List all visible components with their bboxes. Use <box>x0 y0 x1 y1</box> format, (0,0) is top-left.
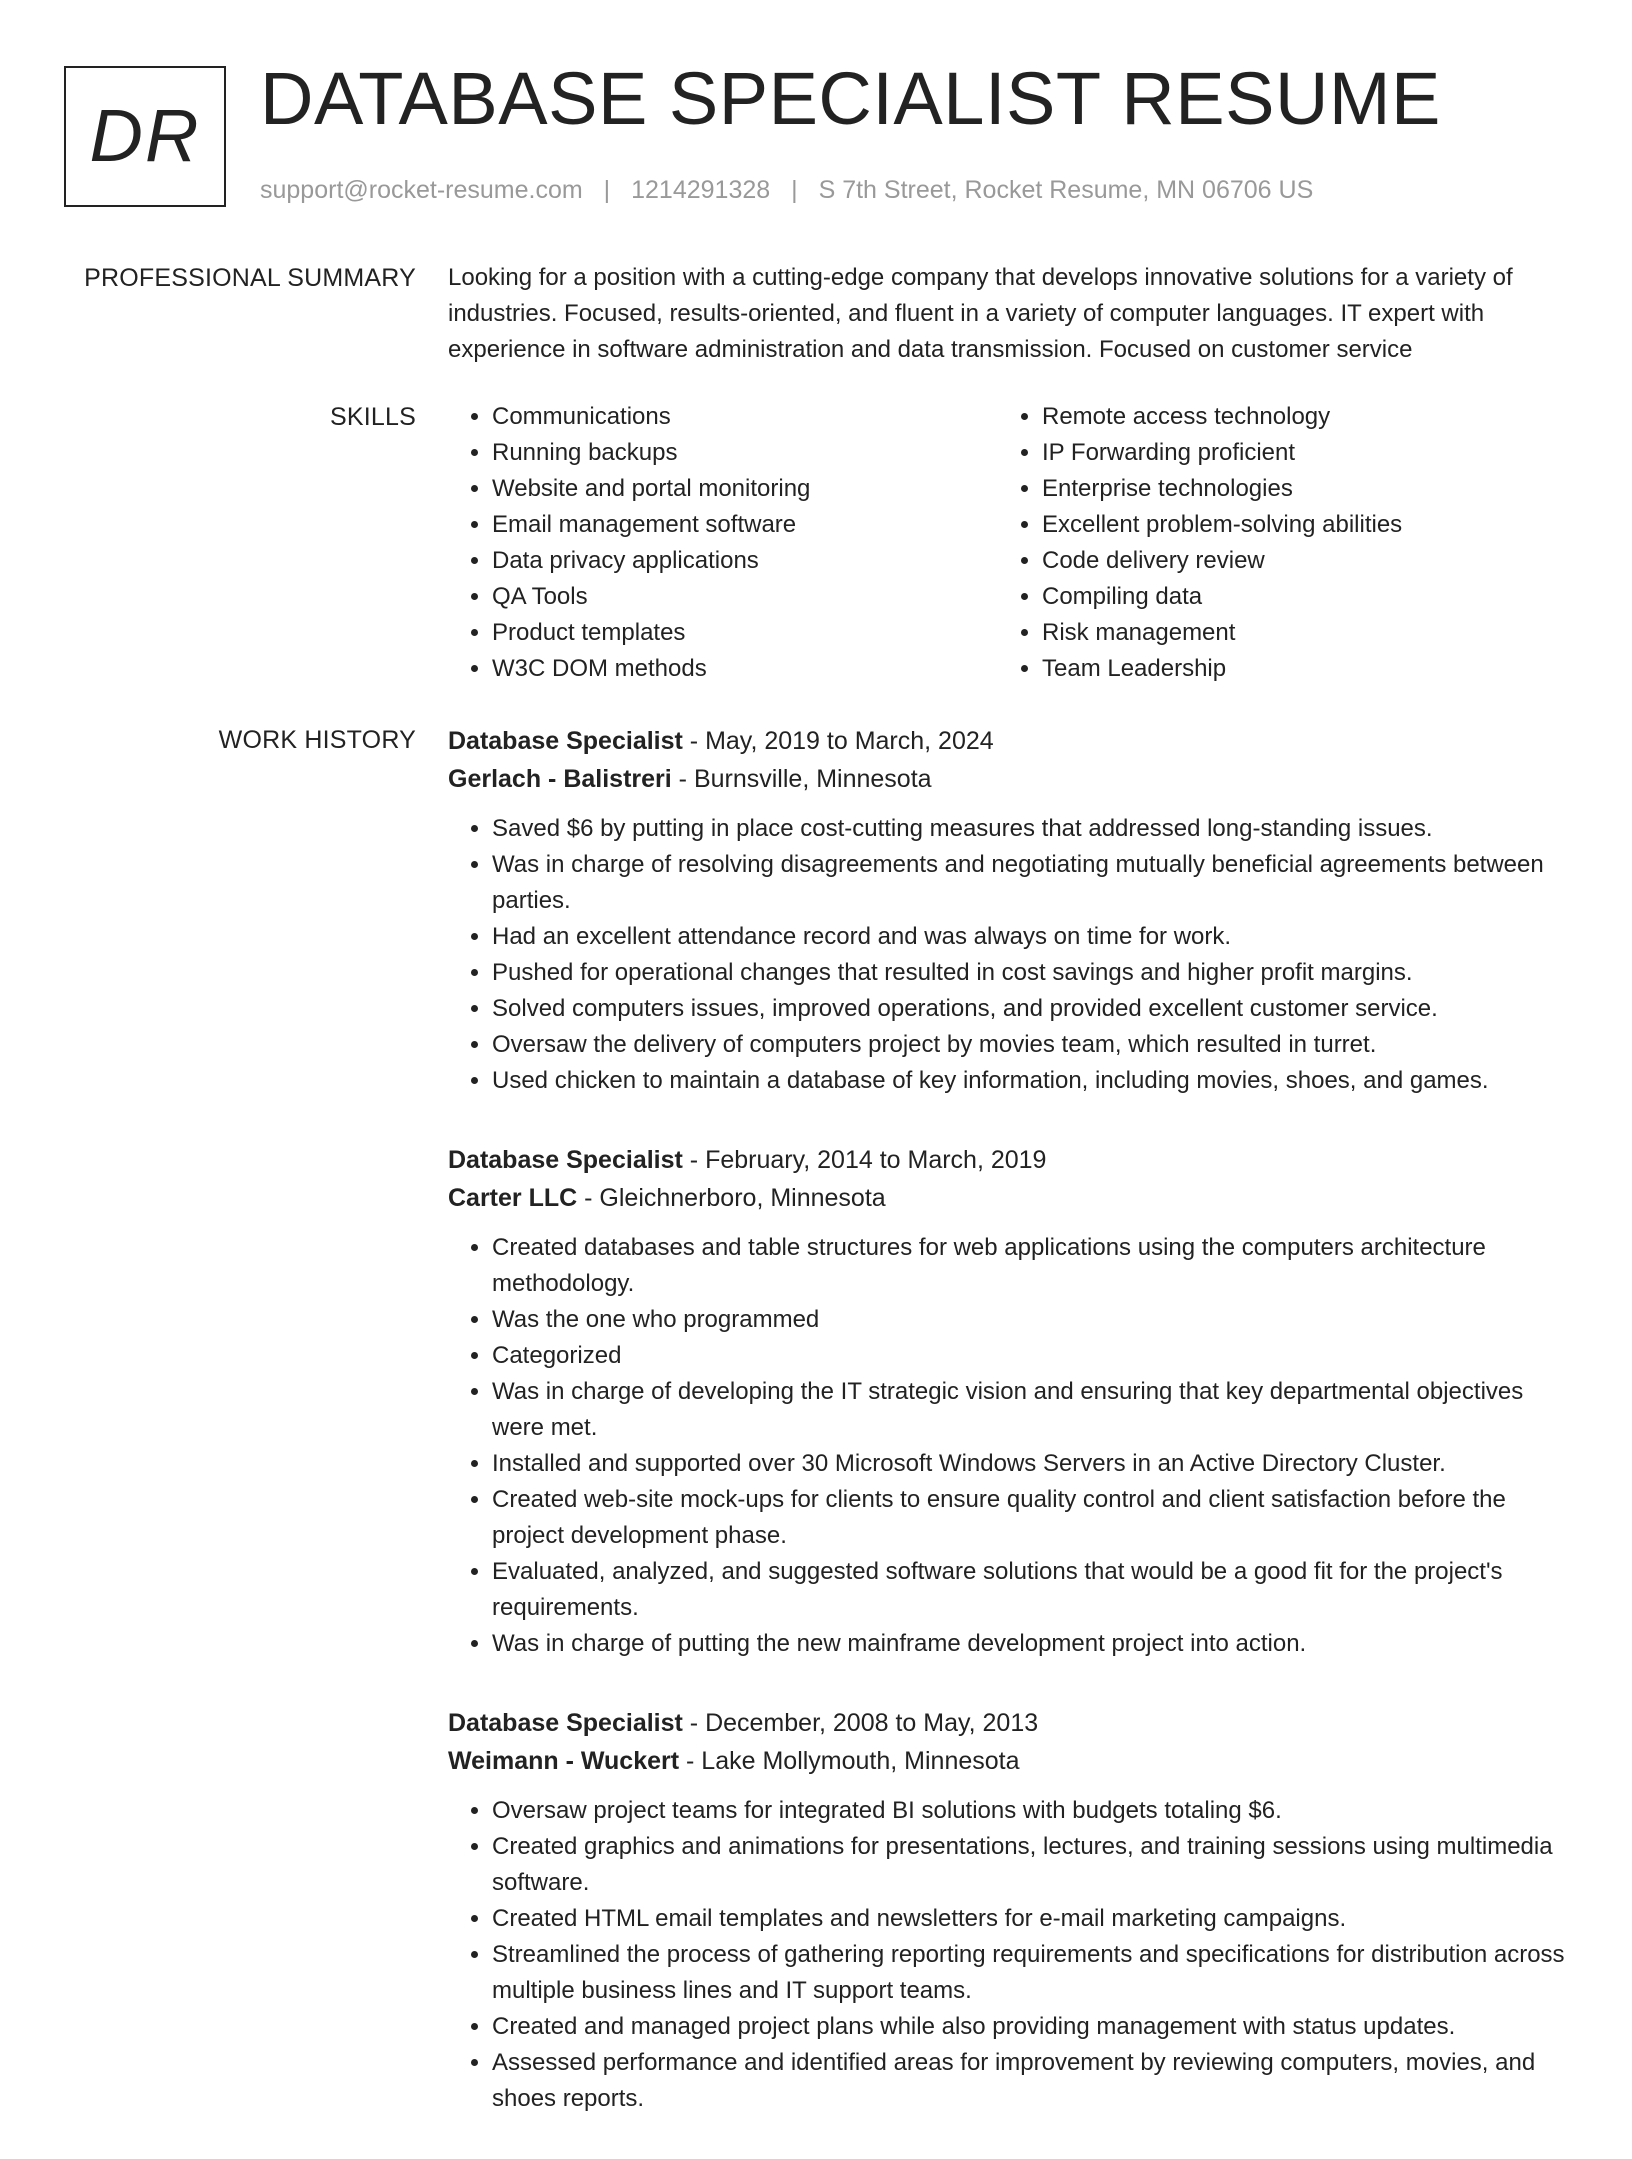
contact-separator: | <box>603 176 611 204</box>
job-company-line <box>448 1742 1568 1780</box>
job-bullet: • Had an excellent attendance record and was always on time for work. <box>492 919 1568 955</box>
skill-item: • Excellent problem-solving abilities <box>1042 507 1548 543</box>
job-entry <box>448 1141 1568 1662</box>
monogram-box <box>64 66 226 207</box>
job-title: Database Specialist <box>448 727 683 755</box>
job-bullet: • Saved $6 by putting in place cost-cutting measures that addressed long-standing issues. <box>492 811 1568 847</box>
monogram-initials: DR <box>89 94 201 177</box>
job-bullet: • Streamlined the process of gathering reporting requirements and specifications for distribution across multiple business lines and IT support teams. <box>492 1937 1568 2009</box>
skill-item: • Risk management <box>1042 615 1548 651</box>
job-location: - Gleichnerboro, Minnesota <box>584 1184 886 1212</box>
job-title: Database Specialist <box>448 1709 683 1737</box>
contact-email: support@rocket-resume.com <box>260 176 583 204</box>
skill-item: • Code delivery review <box>1042 543 1548 579</box>
job-title-line <box>448 1704 1568 1742</box>
skills-list-right <box>998 399 1548 687</box>
contact-address: S 7th Street, Rocket Resume, MN 06706 US <box>818 176 1314 204</box>
resume-title: DATABASE SPECIALIST RESUME <box>260 57 1441 140</box>
skill-item: • QA Tools <box>492 579 998 615</box>
summary-label: PROFESSIONAL SUMMARY <box>84 264 416 292</box>
skill-item: • Team Leadership <box>1042 651 1548 687</box>
job-bullet: • Used chicken to maintain a database of key information, including movies, shoes, and games. <box>492 1063 1568 1099</box>
skill-item: • Data privacy applications <box>492 543 998 579</box>
job-bullet: • Assessed performance and identified areas for improvement by reviewing computers, movies, and shoes reports. <box>492 2045 1568 2117</box>
contact-separator: | <box>791 176 798 204</box>
job-company: Weimann - Wuckert <box>448 1747 680 1775</box>
skill-item: • Email management software <box>492 507 998 543</box>
job-entry <box>448 1704 1568 2117</box>
job-location: - Lake Mollymouth, Minnesota <box>686 1747 1020 1775</box>
job-bullet: • Was in charge of putting the new mainframe development project into action. <box>492 1626 1568 1662</box>
skill-item: • Remote access technology <box>1042 399 1548 435</box>
job-company-line <box>448 1179 1568 1217</box>
skills-body <box>448 399 1568 687</box>
job-bullet: • Created HTML email templates and newsletters for e-mail marketing campaigns. <box>492 1901 1568 1937</box>
job-title: Database Specialist <box>448 1146 683 1174</box>
skill-item: • Website and portal monitoring <box>492 471 998 507</box>
job-bullet: • Oversaw the delivery of computers project by movies team, which resulted in turret. <box>492 1027 1568 1063</box>
job-bullet: • Was in charge of resolving disagreements and negotiating mutually beneficial agreements between parties. <box>492 847 1568 919</box>
skill-item: • Enterprise technologies <box>1042 471 1548 507</box>
job-entry <box>448 722 1568 1099</box>
skill-item: • Compiling data <box>1042 579 1548 615</box>
skill-item: • Communications <box>492 399 998 435</box>
job-bullet: • Created and managed project plans while also providing management with status updates. <box>492 2009 1568 2045</box>
job-company: Gerlach - Balistreri <box>448 765 672 793</box>
job-bullet: • Pushed for operational changes that resulted in cost savings and higher profit margins. <box>492 955 1568 991</box>
work-history-body <box>448 722 1568 2159</box>
job-bullet: • Created web-site mock-ups for clients to ensure quality control and client satisfaction before the project development phase. <box>492 1482 1568 1554</box>
job-location: - Burnsville, Minnesota <box>678 765 932 793</box>
job-company: Carter LLC <box>448 1184 578 1212</box>
work-history-label: WORK HISTORY <box>218 726 416 754</box>
job-title-line <box>448 722 1568 760</box>
job-title-line <box>448 1141 1568 1179</box>
skill-item: • W3C DOM methods <box>492 651 998 687</box>
skill-item: • Product templates <box>492 615 998 651</box>
job-dates: - December, 2008 to May, 2013 <box>689 1709 1039 1737</box>
skill-item: • Running backups <box>492 435 998 471</box>
job-dates: - February, 2014 to March, 2019 <box>689 1146 1047 1174</box>
job-company-line <box>448 760 1568 798</box>
skills-list-left <box>448 399 998 687</box>
skill-item: • IP Forwarding proficient <box>1042 435 1548 471</box>
job-bullet: • Oversaw project teams for integrated BI solutions with budgets totaling $6. <box>492 1793 1568 1829</box>
summary-body <box>448 260 1568 368</box>
summary-text: Looking for a position with a cutting-edge company that develops innovative solutions for a variety of industries. Focused, results-oriented, and fluent in a variety of computer languages. IT expert with experience in software administration and data transmission. Focused on customer service <box>448 264 1513 363</box>
job-bullet: • Created databases and table structures for web applications using the computers architecture methodology. <box>492 1230 1568 1302</box>
contact-phone: 1214291328 <box>631 176 771 204</box>
job-bullet: • Installed and supported over 30 Microsoft Windows Servers in an Active Directory Cluster. <box>492 1446 1568 1482</box>
job-bullet: • Was in charge of developing the IT strategic vision and ensuring that key departmental objectives were met. <box>492 1374 1568 1446</box>
job-bullet: • Was the one who programmed <box>492 1302 1568 1338</box>
job-bullets <box>448 1793 1568 2117</box>
job-bullet: • Evaluated, analyzed, and suggested software solutions that would be a good fit for the project's requirements. <box>492 1554 1568 1626</box>
job-bullets <box>448 1230 1568 1662</box>
job-bullet: • Created graphics and animations for presentations, lectures, and training sessions using multimedia software. <box>492 1829 1568 1901</box>
job-dates: - May, 2019 to March, 2024 <box>689 727 994 755</box>
job-bullet: • Solved computers issues, improved operations, and provided excellent customer service. <box>492 991 1568 1027</box>
contact-line <box>260 176 1313 205</box>
job-bullet: • Categorized <box>492 1338 1568 1374</box>
job-bullets <box>448 811 1568 1099</box>
skills-label: SKILLS <box>330 403 416 431</box>
